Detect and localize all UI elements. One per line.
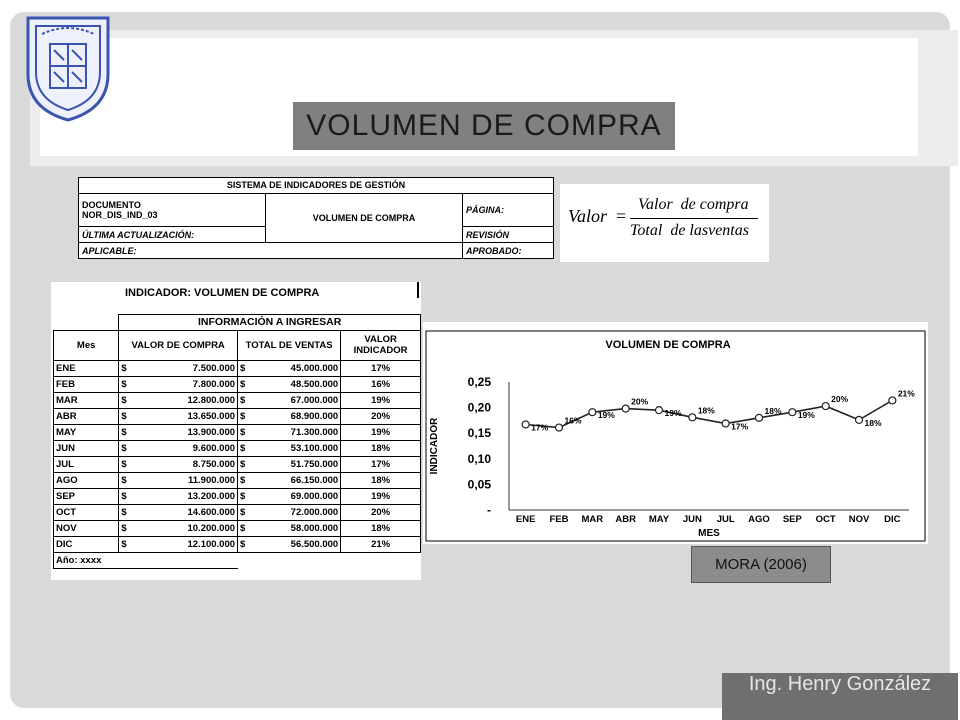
table-body (54, 360, 421, 552)
author-footer: Ing. Henry González (722, 673, 958, 720)
month-cell: NOV (54, 520, 119, 536)
amount: 56.500.000 (290, 538, 339, 550)
y-tick-label: 0,05 (467, 477, 491, 492)
amount: 67.000.000 (290, 394, 339, 406)
month-cell: OCT (54, 504, 119, 520)
col-header-valor-indicador: VALOR INDICADOR (341, 330, 421, 360)
amount: 9.600.000 (192, 442, 236, 454)
purchase-value-cell (119, 424, 238, 440)
col-header-mes: Mes (54, 330, 119, 360)
document-label: DOCUMENTO (82, 200, 141, 210)
footer-blank (238, 552, 421, 568)
amount: 72.000.000 (290, 506, 339, 518)
data-point (756, 414, 763, 421)
revision-label: REVISIÓN (463, 227, 554, 243)
formula-equals: = (616, 206, 627, 226)
data-point (822, 403, 829, 410)
formula-box (560, 184, 769, 262)
total-sales-cell (238, 520, 341, 536)
data-point (656, 407, 663, 414)
amount: 10.200.000 (187, 522, 236, 534)
table-row (54, 392, 421, 408)
table-row (54, 536, 421, 552)
month-cell: ABR (54, 408, 119, 424)
x-axis-label: MES (698, 528, 720, 539)
currency-symbol: $ (121, 442, 127, 454)
amount: 13.900.000 (187, 426, 236, 438)
purchase-value-cell (119, 472, 238, 488)
indicator-table-panel (51, 282, 421, 580)
applicable-label: APLICABLE: (79, 243, 463, 259)
data-point (556, 424, 563, 431)
x-tick-label: NOV (848, 514, 870, 525)
amount: 7.800.000 (192, 378, 236, 390)
data-label: 19% (664, 408, 682, 419)
amount: 45.000.000 (290, 362, 339, 374)
total-sales-cell (238, 488, 341, 504)
data-point (856, 416, 863, 423)
data-label: 19% (797, 410, 815, 421)
formula-denominator: Total de lasventas (630, 222, 749, 239)
amount: 11.900.000 (188, 474, 236, 486)
currency-symbol: $ (240, 538, 246, 550)
currency-symbol: $ (121, 458, 127, 470)
y-tick-label: 0,25 (467, 375, 491, 389)
table-row (54, 408, 421, 424)
amount: 7.500.000 (192, 362, 236, 374)
col-header-total-ventas: TOTAL DE VENTAS (238, 330, 341, 360)
approved-label: APROBADO: (463, 243, 554, 259)
purchase-value-cell (119, 488, 238, 504)
purchase-value-cell (119, 520, 238, 536)
amount: 66.150.000 (290, 474, 339, 486)
month-cell: AGO (54, 472, 119, 488)
system-title: SISTEMA DE INDICADORES DE GESTIÓN (79, 178, 554, 194)
x-tick-label: JUL (716, 514, 735, 525)
amount: 48.500.000 (290, 378, 339, 390)
table-row (54, 456, 421, 472)
document-header-table (78, 177, 554, 259)
purchase-value-cell (119, 360, 238, 376)
currency-symbol: $ (121, 490, 127, 502)
document-name: VOLUMEN DE COMPRA (266, 193, 463, 242)
amount: 53.100.000 (290, 442, 339, 454)
currency-symbol: $ (121, 362, 127, 374)
data-label: 18% (764, 405, 782, 416)
chart-title: VOLUMEN DE COMPRA (605, 339, 731, 351)
total-sales-cell (238, 424, 341, 440)
currency-symbol: $ (240, 442, 246, 454)
formula-fraction-bar (630, 218, 758, 219)
table-row (54, 424, 421, 440)
indicator-cell: 17% (341, 360, 421, 376)
data-label: 16% (564, 415, 582, 426)
table-row (54, 440, 421, 456)
x-tick-label: ENE (515, 514, 536, 525)
currency-symbol: $ (240, 410, 246, 422)
amount: 12.800.000 (187, 394, 236, 406)
currency-symbol: $ (121, 410, 127, 422)
currency-symbol: $ (121, 474, 127, 486)
indicator-cell: 18% (341, 440, 421, 456)
indicator-cell: 19% (341, 424, 421, 440)
data-label: 18% (697, 405, 715, 416)
data-point (722, 420, 729, 427)
indicator-table (53, 314, 421, 569)
indicator-cell: 19% (341, 392, 421, 408)
amount: 14.600.000 (187, 506, 236, 518)
currency-symbol: $ (240, 426, 246, 438)
month-cell: JUN (54, 440, 119, 456)
data-label: 19% (597, 410, 615, 421)
formula-lhs: Valor (568, 206, 608, 226)
amount: 12.100.000 (187, 538, 236, 550)
document-cell (79, 193, 266, 226)
col-header-valor-compra: VALOR DE COMPRA (119, 330, 238, 360)
data-point (589, 409, 596, 416)
indicator-cell: 18% (341, 472, 421, 488)
amount: 68.900.000 (290, 410, 339, 422)
purchase-value-cell (119, 376, 238, 392)
table-row (54, 488, 421, 504)
total-sales-cell (238, 504, 341, 520)
indicator-cell: 16% (341, 376, 421, 392)
x-tick-label: JUN (682, 514, 702, 525)
table-edge-mark (417, 282, 419, 298)
amount: 71.300.000 (290, 426, 339, 438)
total-sales-cell (238, 376, 341, 392)
amount: 51.750.000 (290, 458, 339, 470)
y-tick-label: - (487, 503, 491, 517)
purchase-value-cell (119, 440, 238, 456)
month-cell: ENE (54, 360, 119, 376)
x-tick-label: MAY (648, 514, 670, 525)
table-row (54, 520, 421, 536)
y-tick-label: 0,10 (467, 451, 491, 466)
purchase-value-cell (119, 392, 238, 408)
currency-symbol: $ (121, 522, 127, 534)
x-tick-label: SEP (782, 514, 802, 525)
line-chart (423, 322, 928, 544)
table-row (54, 376, 421, 392)
data-point (889, 397, 896, 404)
currency-symbol: $ (240, 394, 246, 406)
table-row (54, 472, 421, 488)
x-tick-label: ABR (615, 514, 636, 525)
data-label: 20% (831, 394, 849, 405)
total-sales-cell (238, 392, 341, 408)
indicator-table-title: INDICADOR: VOLUMEN DE COMPRA (125, 287, 320, 299)
y-axis-label: INDICADOR (429, 417, 440, 475)
currency-symbol: $ (121, 394, 127, 406)
purchase-value-cell (119, 504, 238, 520)
data-label: 21% (897, 388, 915, 399)
data-label: 17% (731, 421, 749, 432)
formula-numerator: Valor de compra (638, 196, 749, 213)
data-point (522, 421, 529, 428)
total-sales-cell (238, 408, 341, 424)
data-point (689, 414, 696, 421)
x-tick-label: FEB (549, 514, 569, 525)
indicator-cell: 20% (341, 504, 421, 520)
total-sales-cell (238, 440, 341, 456)
indicator-cell: 21% (341, 536, 421, 552)
month-cell: JUL (54, 456, 119, 472)
table-row (54, 504, 421, 520)
amount: 8.750.000 (192, 458, 236, 470)
y-tick-label: 0,20 (467, 400, 491, 415)
page-label: PÁGINA: (463, 193, 554, 226)
amount: 58.000.000 (290, 522, 339, 534)
purchase-value-cell (119, 408, 238, 424)
currency-symbol: $ (121, 426, 127, 438)
currency-symbol: $ (121, 538, 127, 550)
total-sales-cell (238, 360, 341, 376)
currency-symbol: $ (240, 378, 246, 390)
data-label: 20% (631, 396, 649, 407)
x-tick-label: DIC (884, 514, 901, 525)
total-sales-cell (238, 456, 341, 472)
month-cell: MAY (54, 424, 119, 440)
purchase-value-cell (119, 536, 238, 552)
currency-symbol: $ (240, 474, 246, 486)
data-point (789, 409, 796, 416)
data-label: 18% (864, 417, 882, 428)
document-code: NOR_DIS_IND_03 (82, 210, 158, 220)
amount: 13.650.000 (187, 410, 236, 422)
currency-symbol: $ (240, 490, 246, 502)
currency-symbol: $ (240, 458, 246, 470)
amount: 69.000.000 (290, 490, 339, 502)
blank-cell (54, 315, 119, 331)
currency-symbol: $ (240, 362, 246, 374)
section-header: INFORMACIÓN A INGRESAR (119, 315, 421, 331)
indicator-cell: 17% (341, 456, 421, 472)
page-title: VOLUMEN DE COMPRA (293, 102, 675, 150)
currency-symbol: $ (240, 522, 246, 534)
amount: 13.200.000 (187, 490, 236, 502)
purchase-value-cell (119, 456, 238, 472)
university-seal-logo (22, 14, 114, 122)
month-cell: SEP (54, 488, 119, 504)
data-point (622, 405, 629, 412)
total-sales-cell (238, 472, 341, 488)
x-tick-label: MAR (581, 514, 604, 525)
currency-symbol: $ (240, 506, 246, 518)
table-row (54, 360, 421, 376)
currency-symbol: $ (121, 378, 127, 390)
x-tick-label: OCT (815, 514, 836, 525)
month-cell: DIC (54, 536, 119, 552)
year-footer: Año: xxxx (54, 552, 238, 568)
month-cell: FEB (54, 376, 119, 392)
month-cell: MAR (54, 392, 119, 408)
currency-symbol: $ (121, 506, 127, 518)
y-tick-label: 0,15 (467, 426, 491, 441)
indicator-cell: 19% (341, 488, 421, 504)
indicator-cell: 18% (341, 520, 421, 536)
x-tick-label: AGO (748, 514, 770, 525)
last-update-label: ÚLTIMA ACTUALIZACIÓN: (79, 227, 266, 243)
data-label: 17% (531, 422, 549, 433)
indicator-cell: 20% (341, 408, 421, 424)
chart-panel (423, 322, 928, 544)
citation-box: MORA (2006) (691, 546, 831, 583)
total-sales-cell (238, 536, 341, 552)
